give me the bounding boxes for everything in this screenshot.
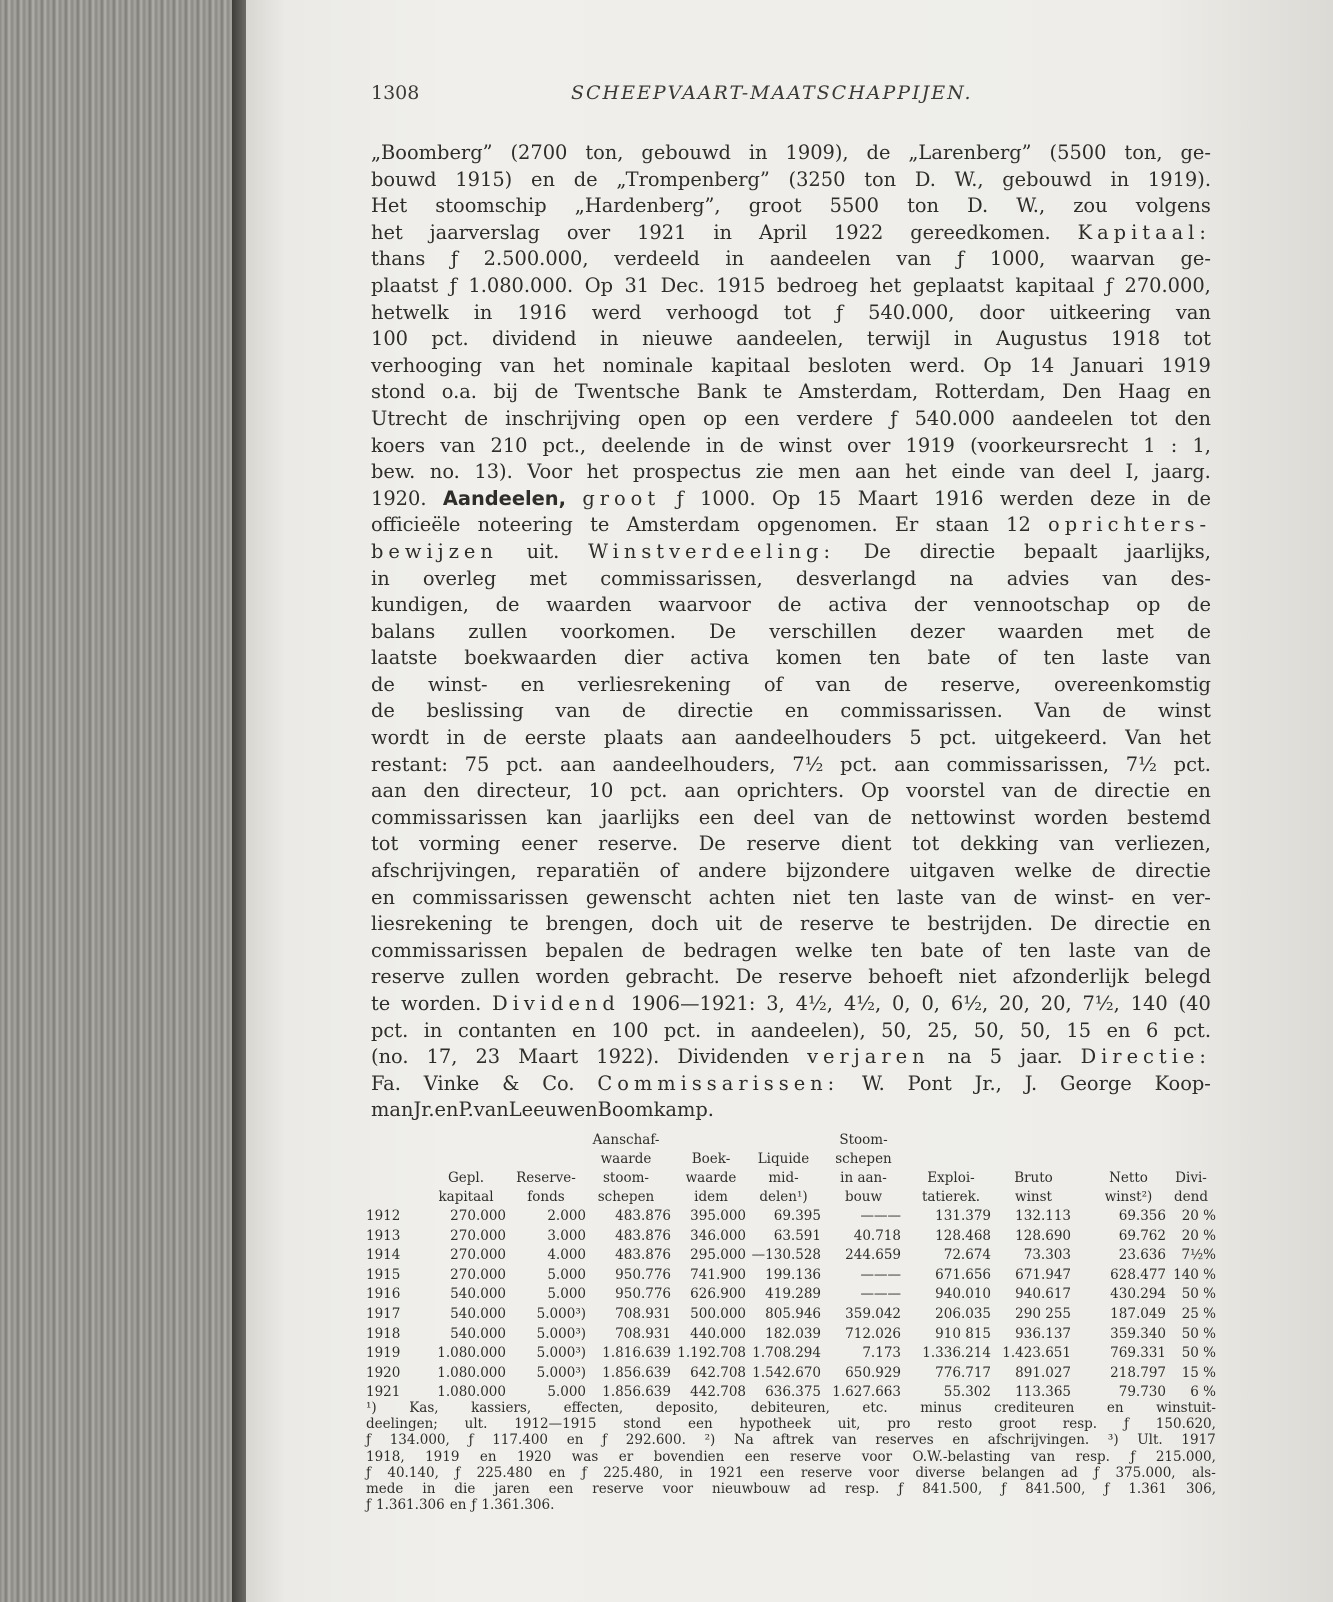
text-line: pct. in contanten en 100 pct. in aandeelen), 50, 25, 50, 50, 15 en 6 pct. (371, 1018, 1211, 1042)
table-row (366, 1207, 1333, 1227)
table-cell: 69.356 (1118, 1208, 1166, 1224)
text-line: liesrekening te brengen, doch uit de reserve te bestrijden. De directie en (371, 912, 1211, 936)
text-line: laatste boekwaarden dier activa komen ten bate of ten laste van (371, 646, 1211, 670)
row-year: 1920 (366, 1364, 401, 1381)
table-cell: 73.303 (1023, 1247, 1071, 1264)
table-row (366, 1344, 1333, 1364)
table-cell: 25 % (1181, 1305, 1216, 1322)
table-cell: 270.000 (450, 1227, 506, 1244)
table-cell: 2.000 (547, 1208, 586, 1224)
footnote-line: ƒ 40.140, ƒ 225.480 en ƒ 225.480, in 1921 een reserve voor diverse belangen ad ƒ 375.000, als- (366, 1464, 1216, 1481)
column-header: Aanschaf- waarde stoom- schepen (592, 1132, 660, 1205)
footnote-line: 1918, 1919 en 1920 was er bovendien een reserve voor O.W.-belasting van resp. ƒ 215.000, (366, 1448, 1216, 1465)
table-cell: 15 % (1181, 1364, 1216, 1381)
book-spine-pages (0, 0, 240, 1602)
footnote-line: ƒ 134.000, ƒ 117.400 en ƒ 292.600. ²) Na aftrek van reserves en afschrijvingen. ³) Ult. 1917 (366, 1432, 1216, 1449)
table-body (366, 1207, 1333, 1403)
table-cell: 1.816.639 (602, 1345, 671, 1362)
text-line: Utrecht de inschrijving open op een verdere ƒ 540.000 aandeelen tot den (371, 406, 1211, 430)
table-cell: 483.876 (615, 1247, 671, 1264)
text-line: 1920. Aandeelen, groot ƒ 1000. Op 15 Maart 1916 werden deze in de (371, 486, 1211, 510)
row-year: 1912 (366, 1208, 401, 1224)
text-line: stond o.a. bij de Twentsche Bank te Amsterdam, Rotterdam, Den Haag en (371, 380, 1211, 404)
page-number: 1308 (371, 82, 420, 104)
table-cell: 950.776 (615, 1286, 671, 1303)
table-cell: 131.379 (935, 1208, 991, 1224)
text-line: thans ƒ 2.500.000, verdeeld in aandeelen van ƒ 1000, waarvan ge- (371, 247, 1211, 271)
table-cell: 1.192.708 (677, 1345, 746, 1362)
table-cell: 708.931 (615, 1305, 671, 1322)
table-cell: 540.000 (450, 1286, 506, 1303)
column-header: Boek- waarde idem (685, 1151, 737, 1205)
table-cell: 5.000³) (536, 1305, 586, 1322)
table-cell: 5.000³) (536, 1345, 586, 1362)
table-cell: 206.035 (935, 1305, 991, 1322)
table-cell: 7.173 (862, 1345, 901, 1362)
text-line: restant: 75 pct. aan aandeelhouders, 7½ pct. aan commissarissen, 7½ pct. (371, 752, 1211, 776)
table-cell: 20 % (1181, 1208, 1216, 1224)
table-cell: 500.000 (690, 1305, 746, 1322)
text-line: 100 pct. dividend in nieuwe aandeelen, terwijl in Augustus 1918 tot (371, 327, 1211, 351)
text-line: plaatst ƒ 1.080.000. Op 31 Dec. 1915 bedroeg het geplaatst kapitaal ƒ 270.000, (371, 273, 1211, 297)
table-cell: 270.000 (450, 1208, 506, 1224)
text-line: officieële noteering te Amsterdam opgenomen. Er staan 12 oprichters- (371, 513, 1211, 537)
table-cell: 1.542.670 (752, 1364, 821, 1381)
text-line: kundigen, de waarden waarvoor de activa der vennootschap op de (371, 593, 1211, 617)
footnote-line: mede in die jaren een reserve voor nieuwbouw ad resp. ƒ 841.500, ƒ 841.500, ƒ 1.361 306, (366, 1480, 1216, 1497)
table-cell: 1.856.639 (602, 1364, 671, 1381)
table-cell: 1.708.294 (752, 1345, 821, 1362)
table-cell: 430.294 (1110, 1286, 1166, 1303)
table-row (366, 1285, 1333, 1305)
table-cell: 419.289 (765, 1286, 821, 1303)
text-line: koers van 210 pct., deelende in de winst over 1919 (voorkeursrecht 1 : 1, (371, 433, 1211, 457)
table-header (366, 1127, 1333, 1207)
table-cell: ——— (860, 1208, 901, 1224)
text-line: en commissarissen gewenscht achten niet ten laste van de winst- en ver- (371, 885, 1211, 909)
row-year: 1917 (366, 1305, 401, 1322)
running-title: SCHEEPVAART-MAATSCHAPPIJEN. (571, 82, 973, 104)
table-cell: 940.617 (1015, 1286, 1071, 1303)
table-cell: 40.718 (853, 1227, 901, 1244)
table-cell: ——— (860, 1266, 901, 1283)
table-cell: 290 255 (1015, 1305, 1071, 1322)
table-cell: 626.900 (690, 1286, 746, 1303)
footnote-line: deelingen; ult. 1912—1915 stond een hypotheek uit, pro resto groot resp. ƒ 150.620, (366, 1416, 1216, 1433)
table-cell: 128.468 (935, 1227, 991, 1244)
table-row (366, 1227, 1333, 1247)
text-line: in overleg met commissarissen, desverlangd na advies van des- (371, 566, 1211, 590)
row-year: 1914 (366, 1247, 401, 1264)
text-line: het jaarverslag over 1921 in April 1922 gereedkomen. Kapitaal: (371, 220, 1211, 244)
table-cell: 6 % (1190, 1384, 1216, 1401)
table-cell: 50 % (1181, 1345, 1216, 1362)
text-line: bewijzen uit. Winstverdeeling: De directie bepaalt jaarlijks, (371, 539, 1211, 563)
table-cell: 708.931 (615, 1325, 671, 1342)
text-line: bouwd 1915) en de „Trompenberg” (3250 ton D. W., gebouwd in 1919). (371, 167, 1211, 191)
text-line: balans zullen voorkomen. De verschillen dezer waarden met de (371, 619, 1211, 643)
table-cell: 50 % (1181, 1325, 1216, 1342)
table-cell: 5.000 (547, 1266, 586, 1283)
footnotes (366, 1400, 1216, 1513)
table-cell: 132.113 (1015, 1208, 1071, 1224)
table-cell: 346.000 (690, 1227, 746, 1244)
text-line: Het stoomschip „Hardenberg”, groot 5500 ton D. W., zou volgens (371, 194, 1211, 218)
table-cell: 23.636 (1118, 1247, 1166, 1264)
footnote-line: ƒ 1.361.306 en ƒ 1.361.306. (366, 1497, 555, 1514)
text-line: de winst- en verliesrekening of van de reserve, overeenkomstig (371, 672, 1211, 696)
table-cell: 540.000 (450, 1305, 506, 1322)
text-line: aan den directeur, 10 pct. aan oprichters. Op voorstel van de directie en (371, 779, 1211, 803)
table-row (366, 1364, 1333, 1384)
column-header: Stoom- schepen in aan- bouw (835, 1132, 892, 1205)
table-cell: 1.080.000 (437, 1345, 506, 1362)
table-cell: 1.080.000 (437, 1384, 506, 1401)
table-cell: 1.856.639 (602, 1384, 671, 1401)
table-cell: 642.708 (690, 1364, 746, 1381)
table-cell: 650.929 (845, 1364, 901, 1381)
table-cell: 128.690 (1015, 1227, 1071, 1244)
column-header: Reserve- fonds (516, 1170, 576, 1205)
table-cell: 359.340 (1110, 1325, 1166, 1342)
text-line: tot vorming eener reserve. De reserve dient tot dekking van verliezen, (371, 832, 1211, 856)
text-line: commissarissen bepalen de bedragen welke ten bate of ten laste van de (371, 938, 1211, 962)
table-cell: 636.375 (765, 1384, 821, 1401)
table-row (366, 1305, 1333, 1325)
column-header: Netto winst²) (1104, 1170, 1153, 1205)
table-cell: 741.900 (690, 1266, 746, 1283)
table-cell: 440.000 (690, 1325, 746, 1342)
text-line: te worden. Dividend 1906—1921: 3, 4½, 4½, 0, 0, 6½, 20, 20, 7½, 140 (40 (371, 992, 1211, 1015)
footnote-line: ¹) Kas, kassiers, effecten, deposito, debiteuren, etc. minus crediteuren en winstuit- (366, 1400, 1216, 1416)
text-line: (no. 17, 23 Maart 1922). Dividenden verjaren na 5 jaar. Directie: (371, 1045, 1211, 1069)
financial-table (366, 1127, 1333, 1403)
table-cell: 3.000 (547, 1227, 586, 1244)
table-cell: 50 % (1181, 1286, 1216, 1303)
table-cell: 671.947 (1015, 1266, 1071, 1283)
table-cell: 776.717 (935, 1364, 991, 1381)
table-cell: 5.000³) (536, 1325, 586, 1342)
table-cell: 540.000 (450, 1325, 506, 1342)
column-header: Liquide mid- delen¹) (757, 1151, 810, 1205)
table-cell: 55.302 (943, 1384, 991, 1401)
text-line: wordt in de eerste plaats aan aandeelhouders 5 pct. uitgekeerd. Van het (371, 726, 1211, 750)
table-cell: —130.528 (751, 1247, 821, 1264)
table-row (366, 1325, 1333, 1345)
table-cell: 7½% (1181, 1247, 1216, 1264)
table-cell: 140 % (1173, 1266, 1216, 1283)
column-header: Exploi- tatierek. (921, 1170, 981, 1205)
table-row (366, 1246, 1333, 1266)
table-cell: 63.591 (773, 1227, 821, 1244)
table-cell: 891.027 (1015, 1364, 1071, 1381)
text-line: „Boomberg” (2700 ton, gebouwd in 1909), de „Larenberg” (5500 ton, ge- (371, 141, 1211, 164)
table-cell: 5.000 (547, 1384, 586, 1401)
table-cell: 950.776 (615, 1266, 671, 1283)
table-cell: 182.039 (765, 1325, 821, 1342)
table-cell: ——— (860, 1286, 901, 1303)
table-cell: 628.477 (1110, 1266, 1166, 1283)
table-cell: 671.656 (935, 1266, 991, 1283)
text-line: hetwelk in 1916 werd verhoogd tot ƒ 540.000, door uitkeering van (371, 300, 1211, 324)
row-year: 1918 (366, 1325, 401, 1342)
table-cell: 940.010 (935, 1286, 991, 1303)
text-line: commissarissen kan jaarlijks een deel van de nettowinst worden bestemd (371, 805, 1211, 829)
table-cell: 936.137 (1015, 1325, 1071, 1342)
table-cell: 270.000 (450, 1247, 506, 1264)
table-cell: 244.659 (845, 1247, 901, 1264)
table-cell: 72.674 (943, 1247, 991, 1264)
body-text (371, 140, 1211, 1124)
table-row (366, 1266, 1333, 1286)
column-header: Bruto winst (1014, 1170, 1053, 1205)
table-cell: 5.000³) (536, 1364, 586, 1381)
row-year: 1913 (366, 1227, 401, 1244)
text-line: reserve zullen worden gebracht. De reserve behoeft niet afzonderlijk belegd (371, 965, 1211, 989)
table-cell: 1.423.651 (1002, 1345, 1071, 1362)
text-line: afschrijvingen, reparatiën of andere bijzondere uitgaven welke de directie (371, 859, 1211, 883)
row-year: 1916 (366, 1286, 401, 1303)
text-line: de beslissing van de directie en commissarissen. Van de winst (371, 699, 1211, 723)
table-cell: 359.042 (845, 1305, 901, 1322)
table-cell: 483.876 (615, 1208, 671, 1224)
table-cell: 199.136 (765, 1266, 821, 1283)
text-line: bew. no. 13). Voor het prospectus zie men aan het einde van deel I, jaarg. (371, 460, 1211, 484)
text-line: man Jr. en P. van Leeuwen Boomkamp. (371, 1098, 714, 1122)
text-line: verhooging van het nominale kapitaal besloten werd. Op 14 Januari 1919 (371, 353, 1211, 377)
table-cell: 20 % (1181, 1227, 1216, 1244)
table-cell: 113.365 (1015, 1384, 1071, 1401)
table-cell: 910 815 (935, 1325, 991, 1342)
table-cell: 1.627.663 (832, 1384, 901, 1401)
column-header: Divi- dend (1174, 1170, 1208, 1205)
table-cell: 218.797 (1110, 1364, 1166, 1381)
table-cell: 442.708 (690, 1384, 746, 1401)
table-cell: 395.000 (690, 1208, 746, 1224)
table-cell: 805.946 (765, 1305, 821, 1322)
book-page (246, 0, 1333, 1602)
row-year: 1915 (366, 1266, 401, 1283)
column-header: Gepl. kapitaal (438, 1170, 494, 1205)
table-cell: 1.336.214 (922, 1345, 991, 1362)
table-cell: 69.762 (1118, 1227, 1166, 1244)
row-year: 1919 (366, 1345, 401, 1362)
table-cell: 712.026 (845, 1325, 901, 1342)
table-cell: 295.000 (690, 1247, 746, 1264)
table-cell: 69.395 (773, 1208, 821, 1224)
table-cell: 187.049 (1110, 1305, 1166, 1322)
table-cell: 483.876 (615, 1227, 671, 1244)
table-cell: 5.000 (547, 1286, 586, 1303)
table-cell: 1.080.000 (437, 1364, 506, 1381)
table-cell: 769.331 (1110, 1345, 1166, 1362)
row-year: 1921 (366, 1384, 401, 1401)
table-cell: 79.730 (1118, 1384, 1166, 1401)
running-header (371, 82, 1071, 112)
text-line: Fa. Vinke & Co. Commissarissen: W. Pont Jr., J. George Koop- (371, 1071, 1211, 1095)
table-cell: 4.000 (547, 1247, 586, 1264)
table-cell: 270.000 (450, 1266, 506, 1283)
